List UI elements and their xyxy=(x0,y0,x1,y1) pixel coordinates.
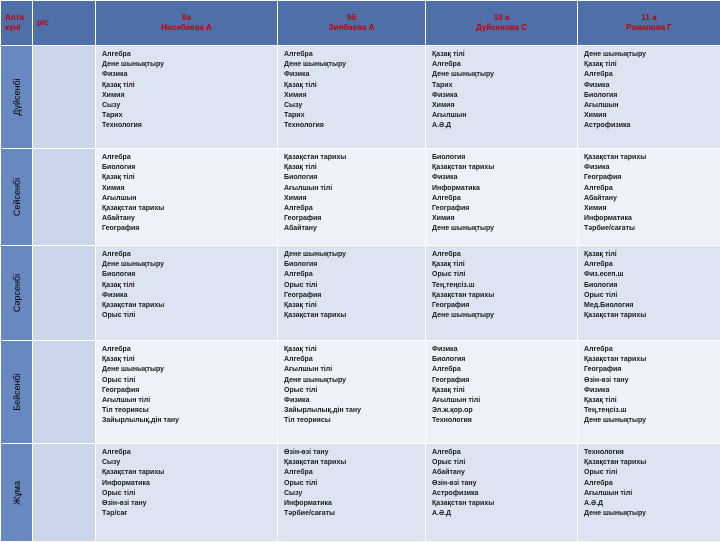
lesson-subject: Физика xyxy=(102,70,277,80)
header-class-10a: 10 а Дүйсенова С xyxy=(426,1,578,46)
header-class-9b: 9б Зиябаева А xyxy=(278,1,426,46)
lesson-subject: Қазақстан тарихы xyxy=(584,153,720,163)
lesson-cell-11a xyxy=(578,246,720,341)
lesson-subject: Дене шынықтыру xyxy=(432,70,577,80)
lesson-subject: Физика xyxy=(284,70,425,80)
lesson-subject: Тарих xyxy=(102,111,277,121)
lesson-subject: Ағылшын тілі xyxy=(102,396,277,406)
lesson-cell-10a xyxy=(426,444,578,542)
lesson-subject: Алгебра xyxy=(432,365,577,375)
lesson-subject: Тең,теңсіз.ш xyxy=(584,406,720,416)
lesson-subject: Қазақстан тарихы xyxy=(102,301,277,311)
day-row xyxy=(1,341,720,444)
lesson-subject: Алгебра xyxy=(432,250,577,260)
lesson-subject: Физика xyxy=(284,396,425,406)
lesson-subject: Қазақстан тарихы xyxy=(284,311,425,321)
lesson-subject: Дене шынықтыру xyxy=(284,376,425,386)
lesson-subject: Химия xyxy=(584,204,720,214)
lesson-subject: Алгебра xyxy=(102,153,277,163)
header-day: Апта күні xyxy=(1,1,33,46)
day-name: Жұма xyxy=(12,480,22,504)
lesson-subject: Ағылшын xyxy=(102,194,277,204)
lesson-subject: Өзін-өзі тану xyxy=(432,479,577,489)
lesson-subject: Информатика xyxy=(584,214,720,224)
lesson-subject: Қазақ тілі xyxy=(432,386,577,396)
lesson-subject: Қазақстан тарихы xyxy=(432,291,577,301)
lesson-subject: География xyxy=(102,224,277,234)
lesson-subject: Физика xyxy=(432,345,577,355)
lesson-subject: Ағылшын тілі xyxy=(284,184,425,194)
lesson-subject: Алгебра xyxy=(284,270,425,280)
lesson-subject: Алгебра xyxy=(102,448,277,458)
lesson-subject: Физика xyxy=(584,81,720,91)
lesson-subject: Зайырлылық,дін тану xyxy=(284,406,425,416)
lesson-subject: Химия xyxy=(432,101,577,111)
lesson-subject: Алгебра xyxy=(584,184,720,194)
lesson-subject: География xyxy=(102,386,277,396)
lesson-subject: Биология xyxy=(432,355,577,365)
lesson-subject: Қазақстан тарихы xyxy=(284,458,425,468)
day-row xyxy=(1,444,720,542)
lesson-subject: Қазақ тілі xyxy=(102,173,277,183)
lesson-subject: Қазақ тілі xyxy=(584,250,720,260)
lesson-subject: Ағылшын тілі xyxy=(432,396,577,406)
lesson-subject: Алгебра xyxy=(584,70,720,80)
lesson-subject: Орыс тілі xyxy=(284,386,425,396)
lesson-subject: Информатика xyxy=(432,184,577,194)
lesson-subject: Физика xyxy=(584,386,720,396)
day-row xyxy=(1,149,720,246)
lesson-subject: Қазақ тілі xyxy=(102,281,277,291)
lesson-subject: Мед.Биология xyxy=(584,301,720,311)
lesson-subject: Тарих xyxy=(284,111,425,121)
lesson-subject: Қазақстан тарихы xyxy=(432,499,577,509)
lesson-subject: Орыс тілі xyxy=(284,479,425,489)
lesson-subject: Қазақстан тарихы xyxy=(284,153,425,163)
lesson-cell-9b xyxy=(278,341,426,444)
lesson-subject: Астрофизика xyxy=(432,489,577,499)
lesson-subject: А.Ә.Д xyxy=(432,121,577,131)
lesson-subject: География xyxy=(584,173,720,183)
lesson-subject: Орыс тілі xyxy=(102,489,277,499)
lesson-subject: Биология xyxy=(102,163,277,173)
lesson-subject: Биология xyxy=(284,173,425,183)
lesson-cell-10a xyxy=(426,149,578,246)
day-name: Бейсенбі xyxy=(12,373,22,411)
lesson-cell-10a xyxy=(426,246,578,341)
lesson-subject: Абайтану xyxy=(284,224,425,234)
lesson-subject: Орыс тілі xyxy=(432,270,577,280)
lesson-subject: Химия xyxy=(432,214,577,224)
lesson-subject: Дене шынықтыру xyxy=(432,224,577,234)
lesson-cell-10a xyxy=(426,341,578,444)
lesson-subject: Тәрбие/сағаты xyxy=(584,224,720,234)
lesson-subject: Сызу xyxy=(284,101,425,111)
lesson-subject: Алгебра xyxy=(432,194,577,204)
number-cell xyxy=(33,341,96,444)
lesson-subject: Абайтану xyxy=(102,214,277,224)
lesson-subject: География xyxy=(584,365,720,375)
lesson-subject: Физ.есеп.ш xyxy=(584,270,720,280)
header-class-11a: 11 а Рамапова Г xyxy=(578,1,720,46)
lesson-subject: Қазақстан тарихы xyxy=(584,355,720,365)
lesson-subject: Сызу xyxy=(102,458,277,468)
lesson-subject: Қазақ тілі xyxy=(284,81,425,91)
lesson-cell-9b xyxy=(278,149,426,246)
lesson-cell-9a xyxy=(96,444,278,542)
lesson-subject: Химия xyxy=(102,184,277,194)
lesson-subject: Ағылшын xyxy=(432,111,577,121)
lesson-cell-11a xyxy=(578,46,720,149)
lesson-subject: Технология xyxy=(584,448,720,458)
lesson-subject: Алгебра xyxy=(584,479,720,489)
lesson-subject: География xyxy=(432,204,577,214)
day-row xyxy=(1,46,720,149)
day-name: Дүйсенбі xyxy=(12,78,22,115)
day-name-cell xyxy=(1,149,33,246)
lesson-subject: Тіл теориясы xyxy=(102,406,277,416)
lesson-subject: Эл.ж.қор.ор xyxy=(432,406,577,416)
lesson-subject: Астрофизика xyxy=(584,121,720,131)
day-name: Сейсенбі xyxy=(12,178,22,216)
header-row xyxy=(1,1,720,46)
lesson-subject: Химия xyxy=(284,91,425,101)
lesson-subject: Дене шынықтыру xyxy=(102,60,277,70)
lesson-subject: Биология xyxy=(284,260,425,270)
lesson-cell-11a xyxy=(578,149,720,246)
lesson-subject: Өзін-өзі тану xyxy=(102,499,277,509)
lesson-subject: Орыс тілі xyxy=(102,376,277,386)
lesson-subject: Биология xyxy=(584,91,720,101)
lesson-subject: Қазақстан тарихы xyxy=(102,204,277,214)
lesson-subject: Қазақ тілі xyxy=(432,260,577,270)
lesson-subject: А.Ә.Д xyxy=(584,499,720,509)
lesson-subject: Физика xyxy=(432,173,577,183)
lesson-subject: Ағылшын тілі xyxy=(284,365,425,375)
lesson-subject: Дене шынықтыру xyxy=(584,50,720,60)
lesson-subject: География xyxy=(432,301,577,311)
day-name-cell xyxy=(1,46,33,149)
lesson-subject: Абайтану xyxy=(584,194,720,204)
lesson-subject: Қазақстан тарихы xyxy=(584,311,720,321)
lesson-subject: Зайырлылық,дін тану xyxy=(102,416,277,426)
number-cell xyxy=(33,444,96,542)
lesson-subject: Химия xyxy=(102,91,277,101)
lesson-subject: Қазақ тілі xyxy=(102,355,277,365)
number-cell xyxy=(33,149,96,246)
lesson-subject: Физика xyxy=(432,91,577,101)
lesson-subject: Тең,теңсіз.ш xyxy=(432,281,577,291)
lesson-cell-9a xyxy=(96,149,278,246)
lesson-cell-9b xyxy=(278,246,426,341)
lesson-subject: Физика xyxy=(584,163,720,173)
lesson-subject: Дене шынықтыру xyxy=(284,250,425,260)
lesson-cell-10a xyxy=(426,46,578,149)
lesson-subject: Технология xyxy=(284,121,425,131)
lesson-subject: Тәр/сағ xyxy=(102,509,277,519)
lesson-subject: Дене шынықтыру xyxy=(584,509,720,519)
lesson-subject: Орыс тілі xyxy=(432,458,577,468)
lesson-subject: Қазақ тілі xyxy=(102,81,277,91)
lesson-cell-11a xyxy=(578,341,720,444)
header-class-9a: 9а Нисәбаева А xyxy=(96,1,278,46)
lesson-subject: Тіл теориясы xyxy=(284,416,425,426)
lesson-subject: Физика xyxy=(102,291,277,301)
lesson-subject: Алгебра xyxy=(584,260,720,270)
lesson-subject: Технология xyxy=(432,416,577,426)
lesson-subject: Өзін-өзі тану xyxy=(584,376,720,386)
lesson-subject: А.Ә.Д xyxy=(432,509,577,519)
lesson-subject: Ағылшын тілі xyxy=(584,489,720,499)
lesson-subject: Ағылшын xyxy=(584,101,720,111)
day-name-cell xyxy=(1,444,33,542)
lesson-subject: Информатика xyxy=(284,499,425,509)
lesson-subject: Биология xyxy=(102,270,277,280)
lesson-subject: Алгебра xyxy=(432,448,577,458)
lesson-subject: Информатика xyxy=(102,479,277,489)
lesson-subject: Орыс тілі xyxy=(284,281,425,291)
lesson-subject: Алгебра xyxy=(102,50,277,60)
lesson-subject: Биология xyxy=(432,153,577,163)
lesson-subject: Дене шынықтыру xyxy=(432,311,577,321)
day-row xyxy=(1,246,720,341)
lesson-subject: Дене шынықтыру xyxy=(102,260,277,270)
lesson-subject: Қазақ тілі xyxy=(284,163,425,173)
lesson-subject: Қазақ тілі xyxy=(284,345,425,355)
lesson-subject: Орыс тілі xyxy=(584,291,720,301)
number-cell xyxy=(33,246,96,341)
lesson-subject: Қазақстан тарихы xyxy=(102,468,277,478)
lesson-cell-9a xyxy=(96,341,278,444)
lesson-cell-9b xyxy=(278,444,426,542)
lesson-subject: Қазақстан тарихы xyxy=(432,163,577,173)
lesson-subject: Қазақ тілі xyxy=(584,396,720,406)
lesson-subject: География xyxy=(432,376,577,386)
lesson-subject: Өзін-өзі тану xyxy=(284,448,425,458)
lesson-subject: Алгебра xyxy=(102,250,277,260)
lesson-subject: Алгебра xyxy=(102,345,277,355)
lesson-subject: Қазақ тілі xyxy=(284,301,425,311)
lesson-subject: География xyxy=(284,291,425,301)
lesson-subject: Сызу xyxy=(102,101,277,111)
lesson-subject: Тарих xyxy=(432,81,577,91)
lesson-subject: Тәрбие/сағаты xyxy=(284,509,425,519)
lesson-subject: Алгебра xyxy=(284,355,425,365)
number-cell xyxy=(33,46,96,149)
lesson-subject: Алгебра xyxy=(432,60,577,70)
lesson-subject: Қазақстан тарихы xyxy=(584,458,720,468)
day-name: Сәрсенбі xyxy=(12,274,22,312)
lesson-subject: Алгебра xyxy=(584,345,720,355)
lesson-subject: Абайтану xyxy=(432,468,577,478)
lesson-subject: Қазақ тілі xyxy=(432,50,577,60)
lesson-subject: Орыс тілі xyxy=(102,311,277,321)
lesson-subject: Орыс тілі xyxy=(584,468,720,478)
lesson-subject: География xyxy=(284,214,425,224)
lesson-subject: Қазақ тілі xyxy=(584,60,720,70)
lesson-cell-11a xyxy=(578,444,720,542)
lesson-subject: Сызу xyxy=(284,489,425,499)
lesson-subject: Дене шынықтыру xyxy=(284,60,425,70)
day-name-cell xyxy=(1,341,33,444)
lesson-cell-9a xyxy=(96,46,278,149)
lesson-subject: Химия xyxy=(584,111,720,121)
lesson-subject: Технология xyxy=(102,121,277,131)
lesson-subject: Биология xyxy=(584,281,720,291)
lesson-cell-9b xyxy=(278,46,426,149)
day-name-cell xyxy=(1,246,33,341)
lesson-subject: Алгебра xyxy=(284,468,425,478)
lesson-subject: Дене шынықтыру xyxy=(102,365,277,375)
lesson-subject: Алгебра xyxy=(284,204,425,214)
lesson-cell-9a xyxy=(96,246,278,341)
lesson-subject: Химия xyxy=(284,194,425,204)
header-number: р/с xyxy=(33,1,96,46)
lesson-subject: Дене шынықтыру xyxy=(584,416,720,426)
lesson-subject: Алгебра xyxy=(284,50,425,60)
